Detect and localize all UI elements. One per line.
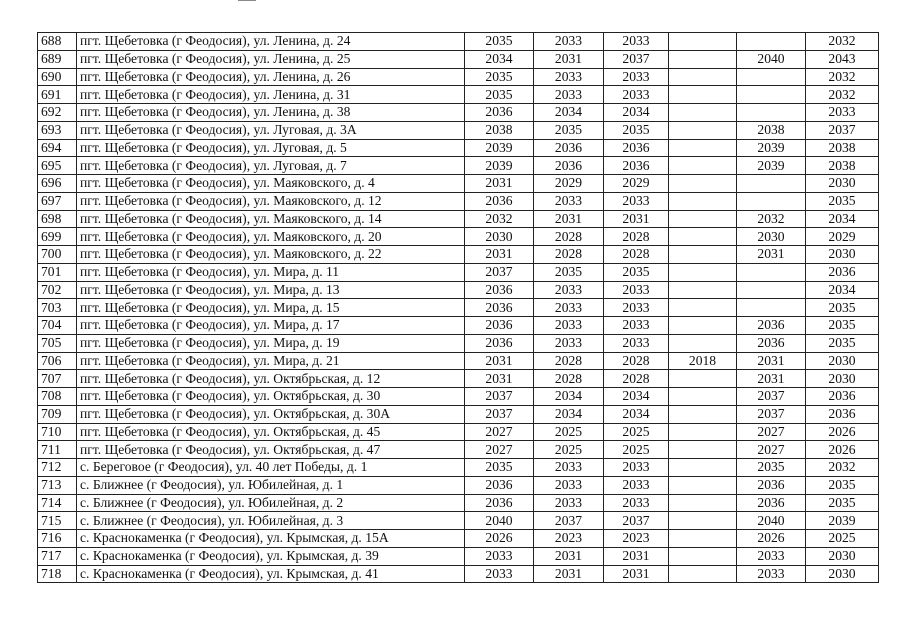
table-row bbox=[38, 50, 879, 68]
cell-row-number: 712 bbox=[38, 459, 77, 477]
table-row bbox=[38, 459, 879, 477]
table-row bbox=[38, 405, 879, 423]
cell-year-col-2: 2028 bbox=[534, 246, 604, 264]
cell-year-col-5: 2033 bbox=[737, 547, 806, 565]
table-row bbox=[38, 565, 879, 583]
cell-year-col-3: 2035 bbox=[604, 263, 669, 281]
cell-year-col-3: 2033 bbox=[604, 33, 669, 51]
cell-year-col-5: 2038 bbox=[737, 121, 806, 139]
cell-year-col-1: 2027 bbox=[465, 441, 534, 459]
cell-row-number: 710 bbox=[38, 423, 77, 441]
cell-address: с. Краснокаменка (г Феодосия), ул. Крымская, д. 41 bbox=[77, 565, 465, 583]
cell-address: пгт. Щебетовка (г Феодосия), ул. Маяковского, д. 22 bbox=[77, 246, 465, 264]
table-row bbox=[38, 547, 879, 565]
cell-row-number: 714 bbox=[38, 494, 77, 512]
cell-year-col-6: 2038 bbox=[806, 139, 879, 157]
cell-year-col-6: 2043 bbox=[806, 50, 879, 68]
cell-year-col-3: 2037 bbox=[604, 512, 669, 530]
cell-year-col-6: 2034 bbox=[806, 281, 879, 299]
cell-row-number: 688 bbox=[38, 33, 77, 51]
cell-year-col-1: 2031 bbox=[465, 352, 534, 370]
cell-year-col-3: 2033 bbox=[604, 494, 669, 512]
cell-year-col-1: 2030 bbox=[465, 228, 534, 246]
table-row bbox=[38, 281, 879, 299]
cell-year-col-3: 2031 bbox=[604, 210, 669, 228]
cell-year-col-6: 2032 bbox=[806, 459, 879, 477]
cell-year-col-5: 2032 bbox=[737, 210, 806, 228]
cell-year-col-3: 2028 bbox=[604, 370, 669, 388]
cell-year-col-4 bbox=[669, 388, 737, 406]
cell-year-col-2: 2033 bbox=[534, 281, 604, 299]
cell-year-col-4 bbox=[669, 299, 737, 317]
cell-year-col-1: 2037 bbox=[465, 263, 534, 281]
table-row bbox=[38, 175, 879, 193]
cell-address: пгт. Щебетовка (г Феодосия), ул. Октябрьская, д. 12 bbox=[77, 370, 465, 388]
cell-row-number: 715 bbox=[38, 512, 77, 530]
cell-year-col-5 bbox=[737, 33, 806, 51]
cell-year-col-2: 2028 bbox=[534, 352, 604, 370]
cell-address: пгт. Щебетовка (г Феодосия), ул. Маяковского, д. 20 bbox=[77, 228, 465, 246]
cell-year-col-6: 2035 bbox=[806, 476, 879, 494]
cell-year-col-5 bbox=[737, 192, 806, 210]
cell-year-col-4 bbox=[669, 334, 737, 352]
cell-year-col-2: 2031 bbox=[534, 565, 604, 583]
cell-year-col-3: 2033 bbox=[604, 86, 669, 104]
cell-address: с. Краснокаменка (г Феодосия), ул. Крымская, д. 15А bbox=[77, 530, 465, 548]
cell-year-col-5: 2026 bbox=[737, 530, 806, 548]
cell-year-col-3: 2034 bbox=[604, 104, 669, 122]
cell-row-number: 703 bbox=[38, 299, 77, 317]
table-row bbox=[38, 334, 879, 352]
cell-year-col-1: 2036 bbox=[465, 192, 534, 210]
cell-address: пгт. Щебетовка (г Феодосия), ул. Октябрьская, д. 45 bbox=[77, 423, 465, 441]
cell-year-col-2: 2025 bbox=[534, 423, 604, 441]
cell-year-col-3: 2031 bbox=[604, 547, 669, 565]
cell-year-col-2: 2033 bbox=[534, 86, 604, 104]
cell-address: с. Ближнее (г Феодосия), ул. Юбилейная, д. 2 bbox=[77, 494, 465, 512]
cell-year-col-5 bbox=[737, 281, 806, 299]
cell-year-col-6: 2035 bbox=[806, 334, 879, 352]
schedule-table bbox=[37, 32, 879, 583]
table-row bbox=[38, 512, 879, 530]
cell-year-col-3: 2028 bbox=[604, 246, 669, 264]
cell-address: пгт. Щебетовка (г Феодосия), ул. Ленина, д. 25 bbox=[77, 50, 465, 68]
cell-row-number: 689 bbox=[38, 50, 77, 68]
cell-year-col-5: 2039 bbox=[737, 157, 806, 175]
cell-year-col-2: 2025 bbox=[534, 441, 604, 459]
table-row bbox=[38, 441, 879, 459]
cell-row-number: 694 bbox=[38, 139, 77, 157]
cell-year-col-2: 2031 bbox=[534, 210, 604, 228]
table-row bbox=[38, 210, 879, 228]
cell-row-number: 704 bbox=[38, 317, 77, 335]
cell-year-col-1: 2038 bbox=[465, 121, 534, 139]
cell-year-col-1: 2034 bbox=[465, 50, 534, 68]
cell-address: пгт. Щебетовка (г Феодосия), ул. Мира, д. 19 bbox=[77, 334, 465, 352]
cell-year-col-3: 2033 bbox=[604, 476, 669, 494]
cell-year-col-2: 2033 bbox=[534, 33, 604, 51]
cell-year-col-5: 2037 bbox=[737, 405, 806, 423]
table-row bbox=[38, 246, 879, 264]
cell-year-col-5: 2040 bbox=[737, 50, 806, 68]
cell-row-number: 690 bbox=[38, 68, 77, 86]
cell-year-col-6: 2035 bbox=[806, 299, 879, 317]
cell-year-col-6: 2030 bbox=[806, 175, 879, 193]
cell-address: пгт. Щебетовка (г Феодосия), ул. Мира, д. 11 bbox=[77, 263, 465, 281]
cell-year-col-1: 2040 bbox=[465, 512, 534, 530]
cell-year-col-3: 2037 bbox=[604, 50, 669, 68]
cell-address: пгт. Щебетовка (г Феодосия), ул. Луговая, д. 3А bbox=[77, 121, 465, 139]
cell-year-col-3: 2028 bbox=[604, 228, 669, 246]
cell-year-col-6: 2026 bbox=[806, 441, 879, 459]
cell-year-col-4 bbox=[669, 317, 737, 335]
cell-year-col-4 bbox=[669, 210, 737, 228]
cell-address: пгт. Щебетовка (г Феодосия), ул. Ленина, д. 38 bbox=[77, 104, 465, 122]
cell-address: пгт. Щебетовка (г Феодосия), ул. Ленина, д. 26 bbox=[77, 68, 465, 86]
cell-year-col-2: 2033 bbox=[534, 494, 604, 512]
cell-row-number: 691 bbox=[38, 86, 77, 104]
cell-year-col-1: 2036 bbox=[465, 494, 534, 512]
cell-year-col-3: 2023 bbox=[604, 530, 669, 548]
cell-year-col-2: 2034 bbox=[534, 405, 604, 423]
cell-address: пгт. Щебетовка (г Феодосия), ул. Луговая, д. 7 bbox=[77, 157, 465, 175]
cell-year-col-1: 2035 bbox=[465, 86, 534, 104]
cell-year-col-4 bbox=[669, 459, 737, 477]
cell-year-col-4 bbox=[669, 50, 737, 68]
cell-year-col-3: 2034 bbox=[604, 388, 669, 406]
cell-year-col-4 bbox=[669, 423, 737, 441]
cell-year-col-1: 2031 bbox=[465, 175, 534, 193]
cell-year-col-3: 2033 bbox=[604, 317, 669, 335]
table-body bbox=[38, 33, 879, 583]
cell-year-col-3: 2033 bbox=[604, 299, 669, 317]
cell-year-col-4 bbox=[669, 33, 737, 51]
cell-year-col-6: 2026 bbox=[806, 423, 879, 441]
cell-year-col-2: 2031 bbox=[534, 50, 604, 68]
cell-year-col-4 bbox=[669, 370, 737, 388]
cell-year-col-5 bbox=[737, 175, 806, 193]
cell-year-col-3: 2033 bbox=[604, 459, 669, 477]
cell-year-col-6: 2030 bbox=[806, 547, 879, 565]
table-row bbox=[38, 121, 879, 139]
cell-year-col-5 bbox=[737, 263, 806, 281]
cell-year-col-3: 2036 bbox=[604, 157, 669, 175]
cell-address: пгт. Щебетовка (г Феодосия), ул. Мира, д. 21 bbox=[77, 352, 465, 370]
cell-address: с. Ближнее (г Феодосия), ул. Юбилейная, д. 3 bbox=[77, 512, 465, 530]
table-row bbox=[38, 104, 879, 122]
cell-address: с. Краснокаменка (г Феодосия), ул. Крымская, д. 39 bbox=[77, 547, 465, 565]
table-row bbox=[38, 157, 879, 175]
table-row bbox=[38, 530, 879, 548]
table-row bbox=[38, 317, 879, 335]
cell-year-col-1: 2036 bbox=[465, 104, 534, 122]
cell-year-col-6: 2036 bbox=[806, 263, 879, 281]
cell-year-col-1: 2035 bbox=[465, 33, 534, 51]
cell-address: с. Ближнее (г Феодосия), ул. Юбилейная, д. 1 bbox=[77, 476, 465, 494]
cell-address: пгт. Щебетовка (г Феодосия), ул. Октябрьская, д. 30А bbox=[77, 405, 465, 423]
cell-year-col-2: 2034 bbox=[534, 388, 604, 406]
cell-address: пгт. Щебетовка (г Феодосия), ул. Октябрьская, д. 47 bbox=[77, 441, 465, 459]
cell-year-col-5: 2040 bbox=[737, 512, 806, 530]
cell-year-col-5: 2039 bbox=[737, 139, 806, 157]
cell-year-col-4 bbox=[669, 405, 737, 423]
cell-year-col-6: 2030 bbox=[806, 370, 879, 388]
table-row bbox=[38, 352, 879, 370]
cell-address: пгт. Щебетовка (г Феодосия), ул. Ленина, д. 31 bbox=[77, 86, 465, 104]
cell-year-col-1: 2039 bbox=[465, 139, 534, 157]
cell-year-col-5: 2036 bbox=[737, 334, 806, 352]
table-row bbox=[38, 494, 879, 512]
cell-year-col-4 bbox=[669, 192, 737, 210]
cell-year-col-2: 2029 bbox=[534, 175, 604, 193]
cell-row-number: 693 bbox=[38, 121, 77, 139]
cell-year-col-2: 2023 bbox=[534, 530, 604, 548]
cell-year-col-3: 2033 bbox=[604, 334, 669, 352]
cell-year-col-4 bbox=[669, 547, 737, 565]
cell-year-col-3: 2036 bbox=[604, 139, 669, 157]
cell-year-col-2: 2033 bbox=[534, 192, 604, 210]
cell-year-col-5: 2031 bbox=[737, 246, 806, 264]
cell-row-number: 692 bbox=[38, 104, 77, 122]
cell-year-col-2: 2028 bbox=[534, 370, 604, 388]
cell-year-col-6: 2025 bbox=[806, 530, 879, 548]
cell-year-col-5: 2035 bbox=[737, 459, 806, 477]
cell-year-col-2: 2036 bbox=[534, 139, 604, 157]
cell-year-col-5: 2031 bbox=[737, 370, 806, 388]
cell-row-number: 699 bbox=[38, 228, 77, 246]
cell-year-col-3: 2029 bbox=[604, 175, 669, 193]
cell-address: пгт. Щебетовка (г Феодосия), ул. Мира, д. 15 bbox=[77, 299, 465, 317]
cell-row-number: 700 bbox=[38, 246, 77, 264]
cell-row-number: 711 bbox=[38, 441, 77, 459]
cell-row-number: 716 bbox=[38, 530, 77, 548]
cell-year-col-4 bbox=[669, 68, 737, 86]
table-row bbox=[38, 476, 879, 494]
cell-year-col-2: 2028 bbox=[534, 228, 604, 246]
cell-year-col-5: 2036 bbox=[737, 476, 806, 494]
cell-year-col-4 bbox=[669, 246, 737, 264]
cell-year-col-4: 2018 bbox=[669, 352, 737, 370]
cell-year-col-6: 2033 bbox=[806, 104, 879, 122]
cell-year-col-5 bbox=[737, 104, 806, 122]
cell-year-col-5: 2036 bbox=[737, 317, 806, 335]
cell-address: пгт. Щебетовка (г Феодосия), ул. Маяковского, д. 14 bbox=[77, 210, 465, 228]
cell-year-col-3: 2033 bbox=[604, 192, 669, 210]
cell-year-col-4 bbox=[669, 565, 737, 583]
cell-year-col-2: 2033 bbox=[534, 334, 604, 352]
cell-row-number: 708 bbox=[38, 388, 77, 406]
cell-address: пгт. Щебетовка (г Феодосия), ул. Луговая, д. 5 bbox=[77, 139, 465, 157]
cell-year-col-1: 2036 bbox=[465, 281, 534, 299]
cell-year-col-6: 2035 bbox=[806, 192, 879, 210]
cell-row-number: 705 bbox=[38, 334, 77, 352]
cell-year-col-6: 2030 bbox=[806, 352, 879, 370]
cell-year-col-3: 2028 bbox=[604, 352, 669, 370]
cell-year-col-6: 2037 bbox=[806, 121, 879, 139]
cell-year-col-2: 2035 bbox=[534, 263, 604, 281]
cell-year-col-6: 2029 bbox=[806, 228, 879, 246]
cell-year-col-4 bbox=[669, 281, 737, 299]
cell-year-col-4 bbox=[669, 441, 737, 459]
cell-year-col-2: 2033 bbox=[534, 299, 604, 317]
cell-year-col-6: 2032 bbox=[806, 86, 879, 104]
cell-year-col-1: 2036 bbox=[465, 299, 534, 317]
cell-year-col-3: 2034 bbox=[604, 405, 669, 423]
cell-year-col-4 bbox=[669, 228, 737, 246]
scan-artifact-mark bbox=[238, 0, 256, 4]
cell-year-col-1: 2031 bbox=[465, 370, 534, 388]
cell-year-col-2: 2033 bbox=[534, 476, 604, 494]
cell-year-col-4 bbox=[669, 157, 737, 175]
cell-year-col-6: 2035 bbox=[806, 317, 879, 335]
cell-year-col-3: 2033 bbox=[604, 68, 669, 86]
cell-year-col-2: 2033 bbox=[534, 459, 604, 477]
table-row bbox=[38, 86, 879, 104]
cell-year-col-2: 2031 bbox=[534, 547, 604, 565]
cell-year-col-6: 2030 bbox=[806, 565, 879, 583]
cell-year-col-5: 2037 bbox=[737, 388, 806, 406]
cell-year-col-4 bbox=[669, 104, 737, 122]
cell-year-col-4 bbox=[669, 476, 737, 494]
cell-address: с. Береговое (г Феодосия), ул. 40 лет Победы, д. 1 bbox=[77, 459, 465, 477]
cell-address: пгт. Щебетовка (г Феодосия), ул. Мира, д. 13 bbox=[77, 281, 465, 299]
cell-year-col-1: 2032 bbox=[465, 210, 534, 228]
cell-row-number: 713 bbox=[38, 476, 77, 494]
cell-year-col-6: 2036 bbox=[806, 405, 879, 423]
cell-year-col-5: 2036 bbox=[737, 494, 806, 512]
cell-year-col-1: 2031 bbox=[465, 246, 534, 264]
cell-row-number: 718 bbox=[38, 565, 77, 583]
cell-year-col-4 bbox=[669, 530, 737, 548]
cell-year-col-6: 2030 bbox=[806, 246, 879, 264]
table-row bbox=[38, 68, 879, 86]
cell-year-col-1: 2035 bbox=[465, 459, 534, 477]
cell-year-col-1: 2039 bbox=[465, 157, 534, 175]
table-row bbox=[38, 228, 879, 246]
cell-year-col-5 bbox=[737, 86, 806, 104]
cell-year-col-6: 2038 bbox=[806, 157, 879, 175]
cell-year-col-3: 2031 bbox=[604, 565, 669, 583]
table-row bbox=[38, 192, 879, 210]
cell-address: пгт. Щебетовка (г Феодосия), ул. Октябрьская, д. 30 bbox=[77, 388, 465, 406]
cell-year-col-2: 2033 bbox=[534, 68, 604, 86]
cell-year-col-6: 2032 bbox=[806, 33, 879, 51]
cell-row-number: 697 bbox=[38, 192, 77, 210]
cell-year-col-3: 2025 bbox=[604, 423, 669, 441]
cell-address: пгт. Щебетовка (г Феодосия), ул. Мира, д. 17 bbox=[77, 317, 465, 335]
cell-year-col-2: 2035 bbox=[534, 121, 604, 139]
cell-year-col-6: 2035 bbox=[806, 494, 879, 512]
cell-year-col-5: 2027 bbox=[737, 423, 806, 441]
cell-year-col-3: 2033 bbox=[604, 281, 669, 299]
cell-address: пгт. Щебетовка (г Феодосия), ул. Маяковского, д. 12 bbox=[77, 192, 465, 210]
cell-row-number: 717 bbox=[38, 547, 77, 565]
cell-year-col-1: 2026 bbox=[465, 530, 534, 548]
cell-year-col-5: 2030 bbox=[737, 228, 806, 246]
cell-year-col-1: 2033 bbox=[465, 565, 534, 583]
cell-year-col-5: 2033 bbox=[737, 565, 806, 583]
cell-year-col-2: 2033 bbox=[534, 317, 604, 335]
cell-year-col-1: 2037 bbox=[465, 405, 534, 423]
cell-row-number: 698 bbox=[38, 210, 77, 228]
cell-year-col-6: 2032 bbox=[806, 68, 879, 86]
cell-address: пгт. Щебетовка (г Феодосия), ул. Маяковского, д. 4 bbox=[77, 175, 465, 193]
cell-year-col-5 bbox=[737, 299, 806, 317]
cell-year-col-2: 2034 bbox=[534, 104, 604, 122]
cell-row-number: 706 bbox=[38, 352, 77, 370]
cell-year-col-4 bbox=[669, 175, 737, 193]
cell-year-col-5: 2027 bbox=[737, 441, 806, 459]
table-row bbox=[38, 370, 879, 388]
table-row bbox=[38, 33, 879, 51]
cell-address: пгт. Щебетовка (г Феодосия), ул. Ленина, д. 24 bbox=[77, 33, 465, 51]
cell-row-number: 701 bbox=[38, 263, 77, 281]
cell-year-col-3: 2025 bbox=[604, 441, 669, 459]
cell-year-col-2: 2037 bbox=[534, 512, 604, 530]
cell-year-col-1: 2036 bbox=[465, 334, 534, 352]
cell-year-col-6: 2034 bbox=[806, 210, 879, 228]
cell-year-col-2: 2036 bbox=[534, 157, 604, 175]
cell-row-number: 702 bbox=[38, 281, 77, 299]
cell-year-col-1: 2036 bbox=[465, 476, 534, 494]
cell-year-col-4 bbox=[669, 512, 737, 530]
table-row bbox=[38, 299, 879, 317]
cell-year-col-1: 2027 bbox=[465, 423, 534, 441]
cell-year-col-4 bbox=[669, 121, 737, 139]
cell-year-col-1: 2036 bbox=[465, 317, 534, 335]
cell-row-number: 695 bbox=[38, 157, 77, 175]
cell-year-col-1: 2037 bbox=[465, 388, 534, 406]
cell-year-col-1: 2035 bbox=[465, 68, 534, 86]
cell-year-col-3: 2035 bbox=[604, 121, 669, 139]
cell-row-number: 707 bbox=[38, 370, 77, 388]
cell-row-number: 696 bbox=[38, 175, 77, 193]
cell-year-col-4 bbox=[669, 494, 737, 512]
table-row bbox=[38, 139, 879, 157]
cell-year-col-6: 2039 bbox=[806, 512, 879, 530]
cell-year-col-6: 2036 bbox=[806, 388, 879, 406]
cell-year-col-5: 2031 bbox=[737, 352, 806, 370]
table-row bbox=[38, 388, 879, 406]
table-row bbox=[38, 423, 879, 441]
cell-year-col-5 bbox=[737, 68, 806, 86]
cell-year-col-1: 2033 bbox=[465, 547, 534, 565]
table-row bbox=[38, 263, 879, 281]
cell-year-col-4 bbox=[669, 139, 737, 157]
cell-year-col-4 bbox=[669, 263, 737, 281]
cell-row-number: 709 bbox=[38, 405, 77, 423]
cell-year-col-4 bbox=[669, 86, 737, 104]
